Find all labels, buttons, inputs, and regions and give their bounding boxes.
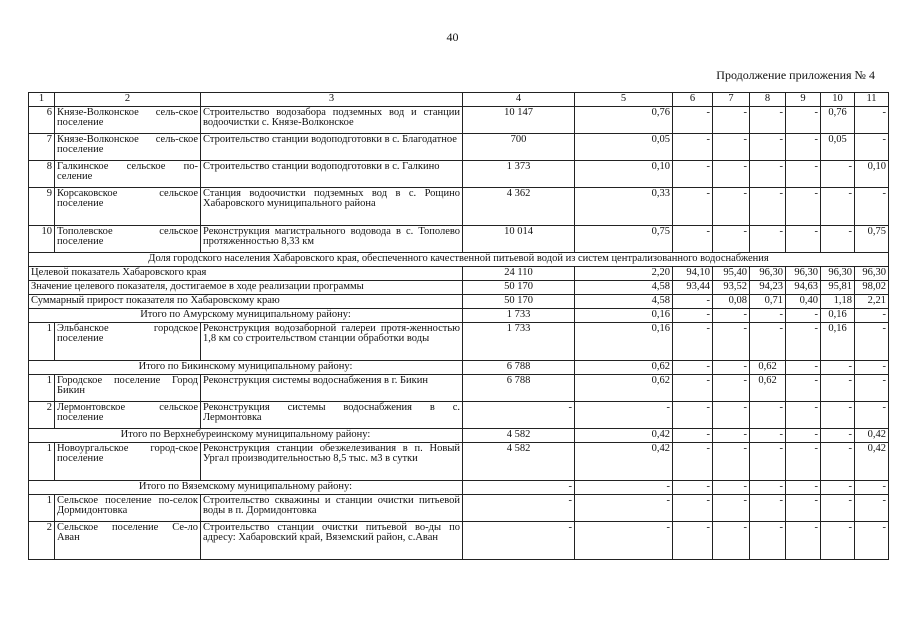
value-cell: -	[713, 481, 750, 495]
value-cell: -	[673, 481, 713, 495]
value-cell: 95,81	[821, 281, 855, 295]
value-cell: 93,52	[713, 281, 750, 295]
value-cell: -	[821, 443, 855, 481]
project-description: Реконструкция станции обезжелезивания в п. Новый Ургал производительностью 8,5 тыс. м3 в сутки	[201, 443, 463, 481]
value-cell: 0,42	[575, 443, 673, 481]
value-cell: -	[673, 134, 713, 161]
value-cell: 0,62	[575, 375, 673, 402]
value-cell: 0,71	[750, 295, 786, 309]
section-title: Доля городского населения Хабаровского края, обеспеченного качественной питьевой водой из систем централизованного водоснабжения	[29, 253, 889, 267]
column-number: 2	[55, 93, 201, 107]
district-total-row	[29, 429, 889, 443]
value-cell: -	[855, 107, 889, 134]
value-cell: 0,16	[821, 309, 855, 323]
row-number: 2	[29, 522, 55, 560]
value-cell: 0,75	[855, 226, 889, 253]
settlement-name: Эльбанское городское поселение	[55, 323, 201, 361]
project-description: Реконструкция системы водоснабжения в г. Бикин	[201, 375, 463, 402]
value-cell: -	[786, 226, 821, 253]
summary-label: Целевой показатель Хабаровского края	[29, 267, 463, 281]
value-cell: 0,16	[821, 323, 855, 361]
project-description: Реконструкция водозаборной галереи протя-женностью 1,8 км со строительством станции обработки воды	[201, 323, 463, 361]
district-total-label: Итого по Бикинскому муниципальному району:	[29, 361, 463, 375]
value-cell: -	[713, 443, 750, 481]
value-cell: 0,16	[575, 323, 673, 361]
section-title-row	[29, 253, 889, 267]
value-cell: 93,44	[673, 281, 713, 295]
table-row	[29, 375, 889, 402]
value-cell: -	[821, 522, 855, 560]
value-cell: 4 582	[463, 429, 575, 443]
value-cell: -	[786, 161, 821, 188]
value-cell: 0,75	[575, 226, 673, 253]
settlement-name: Корсаковское сельское поселение	[55, 188, 201, 226]
value-cell: -	[750, 323, 786, 361]
value-cell: -	[786, 188, 821, 226]
value-cell: -	[750, 226, 786, 253]
settlement-name: Лермонтовское сельское поселение	[55, 402, 201, 429]
value-cell: -	[575, 402, 673, 429]
value-cell: 0,42	[855, 443, 889, 481]
value-cell: -	[673, 188, 713, 226]
value-cell: 6 788	[463, 361, 575, 375]
value-cell: -	[750, 443, 786, 481]
settlement-name: Городское поселение Город Бикин	[55, 375, 201, 402]
value-cell: 0,62	[575, 361, 673, 375]
value-cell: -	[821, 402, 855, 429]
value-cell: -	[855, 481, 889, 495]
value-cell: -	[786, 522, 821, 560]
page-number: 40	[446, 30, 459, 44]
value-cell: 0,76	[575, 107, 673, 134]
row-number: 1	[29, 375, 55, 402]
appendix-table	[28, 92, 889, 560]
district-total-row	[29, 481, 889, 495]
project-description: Станция водоочистки подземных вод в с. Рощино Хабаровского муниципального района	[201, 188, 463, 226]
row-number: 9	[29, 188, 55, 226]
column-numbers-row	[29, 93, 889, 107]
value-cell: -	[713, 429, 750, 443]
value-cell: -	[713, 323, 750, 361]
value-cell: -	[713, 134, 750, 161]
value-cell: 1 733	[463, 309, 575, 323]
value-cell: -	[855, 134, 889, 161]
column-number: 5	[575, 93, 673, 107]
value-cell: -	[855, 361, 889, 375]
value-cell: -	[821, 361, 855, 375]
district-total-row	[29, 309, 889, 323]
summary-row	[29, 281, 889, 295]
value-cell: 0,05	[575, 134, 673, 161]
value-cell: 96,30	[786, 267, 821, 281]
value-cell: -	[463, 402, 575, 429]
value-cell: -	[786, 107, 821, 134]
continuation-label: Продолжение приложения № 4	[716, 68, 875, 82]
value-cell: -	[713, 309, 750, 323]
settlement-name: Новоургальское город-ское поселение	[55, 443, 201, 481]
value-cell: -	[575, 495, 673, 522]
value-cell: -	[673, 323, 713, 361]
value-cell: -	[821, 429, 855, 443]
value-cell: -	[673, 522, 713, 560]
table-row	[29, 495, 889, 522]
value-cell: -	[786, 481, 821, 495]
value-cell: 10 014	[463, 226, 575, 253]
value-cell: -	[713, 495, 750, 522]
value-cell: -	[575, 522, 673, 560]
settlement-name: Тополевское сельское поселение	[55, 226, 201, 253]
row-number: 1	[29, 443, 55, 481]
settlement-name: Галкинское сельское по-селение	[55, 161, 201, 188]
value-cell: 4,58	[575, 281, 673, 295]
value-cell: 0,62	[750, 361, 786, 375]
value-cell: 0,05	[821, 134, 855, 161]
value-cell: -	[463, 522, 575, 560]
value-cell: -	[750, 107, 786, 134]
value-cell: -	[673, 443, 713, 481]
settlement-name: Князе-Волконское сель-ское поселение	[55, 134, 201, 161]
value-cell: -	[673, 226, 713, 253]
value-cell: -	[786, 134, 821, 161]
value-cell: -	[673, 107, 713, 134]
value-cell: 95,40	[713, 267, 750, 281]
row-number: 8	[29, 161, 55, 188]
value-cell: -	[750, 495, 786, 522]
value-cell: 4 582	[463, 443, 575, 481]
value-cell: -	[786, 323, 821, 361]
value-cell: -	[855, 323, 889, 361]
value-cell: -	[750, 522, 786, 560]
project-description: Реконструкция системы водоснабжения в с. Лермонтовка	[201, 402, 463, 429]
value-cell: -	[786, 361, 821, 375]
column-number: 10	[821, 93, 855, 107]
value-cell: -	[821, 226, 855, 253]
value-cell: 94,23	[750, 281, 786, 295]
value-cell: 0,16	[575, 309, 673, 323]
project-description: Строительство скважины и станции очистки питьевой воды в п. Дормидонтовка	[201, 495, 463, 522]
value-cell: -	[673, 361, 713, 375]
value-cell: -	[713, 188, 750, 226]
value-cell: -	[750, 481, 786, 495]
value-cell: -	[713, 107, 750, 134]
value-cell: -	[786, 443, 821, 481]
table-row	[29, 161, 889, 188]
summary-row	[29, 295, 889, 309]
value-cell: -	[855, 375, 889, 402]
value-cell: -	[750, 402, 786, 429]
value-cell: 0,10	[855, 161, 889, 188]
value-cell: -	[673, 375, 713, 402]
value-cell: -	[855, 522, 889, 560]
value-cell: 24 110	[463, 267, 575, 281]
value-cell: -	[713, 375, 750, 402]
value-cell: -	[673, 295, 713, 309]
value-cell: -	[463, 495, 575, 522]
value-cell: 2,21	[855, 295, 889, 309]
value-cell: -	[713, 402, 750, 429]
table-row	[29, 402, 889, 429]
value-cell: 2,20	[575, 267, 673, 281]
value-cell: 96,30	[821, 267, 855, 281]
district-total-label: Итого по Вяземскому муниципальному району:	[29, 481, 463, 495]
value-cell: 0,08	[713, 295, 750, 309]
value-cell: -	[575, 481, 673, 495]
value-cell: -	[855, 402, 889, 429]
value-cell: 0,76	[821, 107, 855, 134]
value-cell: -	[821, 161, 855, 188]
value-cell: 98,02	[855, 281, 889, 295]
value-cell: -	[750, 188, 786, 226]
column-number: 6	[673, 93, 713, 107]
value-cell: -	[750, 429, 786, 443]
value-cell: -	[673, 161, 713, 188]
column-number: 4	[463, 93, 575, 107]
district-total-label: Итого по Верхнебуреинскому муниципальному району:	[29, 429, 463, 443]
value-cell: -	[673, 309, 713, 323]
value-cell: -	[713, 361, 750, 375]
row-number: 2	[29, 402, 55, 429]
value-cell: -	[713, 161, 750, 188]
value-cell: -	[786, 402, 821, 429]
value-cell: 4,58	[575, 295, 673, 309]
column-number: 9	[786, 93, 821, 107]
value-cell: 0,40	[786, 295, 821, 309]
column-number: 11	[855, 93, 889, 107]
value-cell: -	[786, 429, 821, 443]
value-cell: -	[673, 402, 713, 429]
value-cell: 94,63	[786, 281, 821, 295]
value-cell: -	[821, 495, 855, 522]
value-cell: -	[786, 375, 821, 402]
value-cell: -	[750, 161, 786, 188]
table-row	[29, 226, 889, 253]
value-cell: 0,10	[575, 161, 673, 188]
value-cell: -	[713, 226, 750, 253]
table-row	[29, 134, 889, 161]
row-number: 7	[29, 134, 55, 161]
project-description: Строительство станции водоподготовки в с. Галкино	[201, 161, 463, 188]
value-cell: 0,42	[575, 429, 673, 443]
settlement-name: Князе-Волконское сель-ское поселение	[55, 107, 201, 134]
value-cell: 94,10	[673, 267, 713, 281]
table-row	[29, 107, 889, 134]
district-total-label: Итого по Амурскому муниципальному району:	[29, 309, 463, 323]
value-cell: 50 170	[463, 295, 575, 309]
value-cell: -	[821, 188, 855, 226]
value-cell: 1 733	[463, 323, 575, 361]
project-description: Реконструкция магистрального водовода в с. Тополево протяженностью 8,33 км	[201, 226, 463, 253]
project-description: Строительство станции водоподготовки в с. Благодатное	[201, 134, 463, 161]
value-cell: -	[673, 495, 713, 522]
value-cell: -	[821, 375, 855, 402]
value-cell: 1 373	[463, 161, 575, 188]
value-cell: 96,30	[855, 267, 889, 281]
project-description: Строительство станции очистки питьевой во-ды по адресу: Хабаровский край, Вяземский район, с.Аван	[201, 522, 463, 560]
value-cell: -	[713, 522, 750, 560]
row-number: 1	[29, 323, 55, 361]
value-cell: -	[855, 309, 889, 323]
value-cell: -	[673, 429, 713, 443]
value-cell: -	[855, 188, 889, 226]
value-cell: 0,33	[575, 188, 673, 226]
table-row	[29, 522, 889, 560]
value-cell: -	[750, 134, 786, 161]
value-cell: -	[855, 495, 889, 522]
table-row	[29, 188, 889, 226]
value-cell: -	[463, 481, 575, 495]
value-cell: -	[821, 481, 855, 495]
column-number: 3	[201, 93, 463, 107]
value-cell: -	[786, 309, 821, 323]
row-number: 1	[29, 495, 55, 522]
summary-row	[29, 267, 889, 281]
row-number: 10	[29, 226, 55, 253]
value-cell: 96,30	[750, 267, 786, 281]
column-number: 1	[29, 93, 55, 107]
table-row	[29, 323, 889, 361]
settlement-name: Сельское поселение Се-ло Аван	[55, 522, 201, 560]
column-number: 8	[750, 93, 786, 107]
value-cell: 4 362	[463, 188, 575, 226]
value-cell: 50 170	[463, 281, 575, 295]
value-cell: 0,42	[855, 429, 889, 443]
settlement-name: Сельское поселение по-селок Дормидонтовка	[55, 495, 201, 522]
value-cell: -	[750, 309, 786, 323]
value-cell: 0,62	[750, 375, 786, 402]
column-number: 7	[713, 93, 750, 107]
district-total-row	[29, 361, 889, 375]
value-cell: 700	[463, 134, 575, 161]
summary-label: Суммарный прирост показателя по Хабаровскому краю	[29, 295, 463, 309]
value-cell: 1,18	[821, 295, 855, 309]
table-row	[29, 443, 889, 481]
row-number: 6	[29, 107, 55, 134]
summary-label: Значение целевого показателя, достигаемое в ходе реализации программы	[29, 281, 463, 295]
value-cell: 10 147	[463, 107, 575, 134]
value-cell: -	[786, 495, 821, 522]
project-description: Строительство водозабора подземных вод и станции водоочистки с. Князе-Волконское	[201, 107, 463, 134]
value-cell: 6 788	[463, 375, 575, 402]
